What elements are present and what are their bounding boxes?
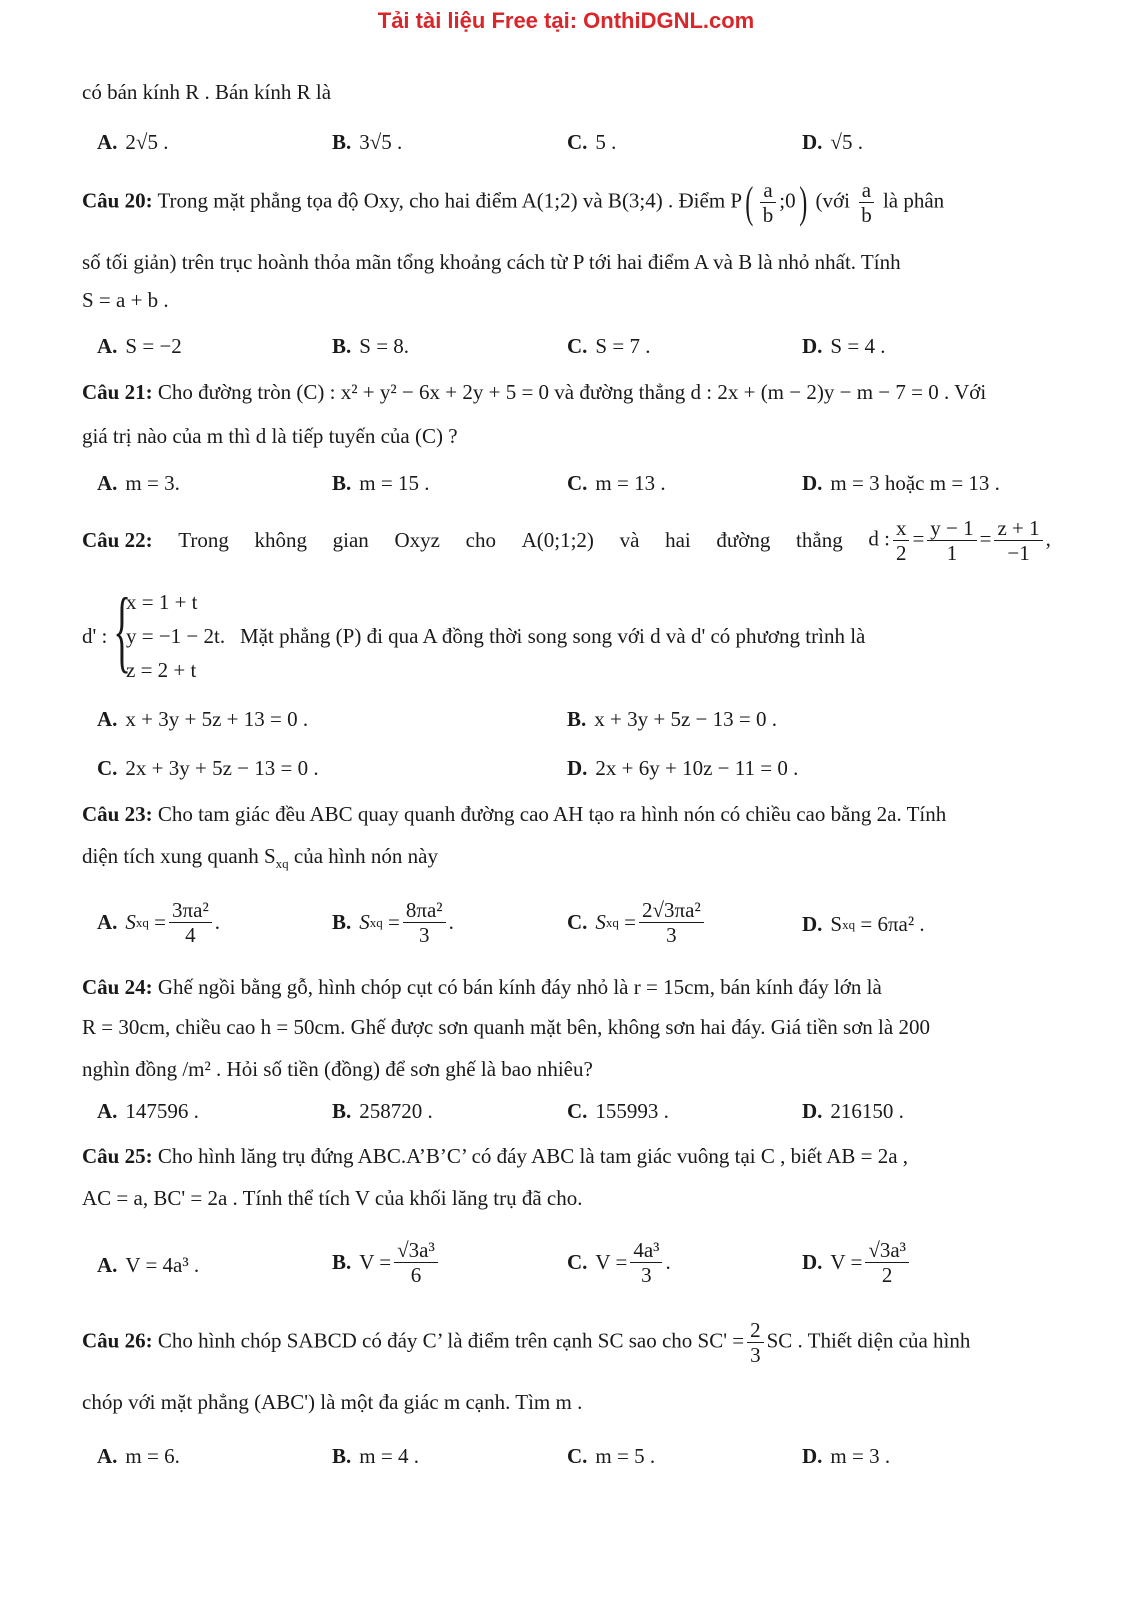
q20-option-b: B. S = 8.	[332, 334, 410, 358]
q26-option-a: A. m = 6.	[97, 1444, 180, 1468]
q26-line1: Câu 26: Cho hình chóp SABCD có đáy C’ là điểm trên cạnh SC sao cho SC' = $\frac{2}{3}$ SC . Thiết diện của hình	[82, 1318, 971, 1368]
q21-option-a: A. m = 3.	[97, 471, 180, 495]
q25-line2: AC = a, BC' = 2a . Tính thể tích V của khối lăng trụ đã cho.	[82, 1186, 583, 1210]
q21-option-b: B. m = 15 .	[332, 471, 430, 495]
q22-sys-1: x = 1 + t	[126, 590, 198, 614]
q23-option-b: B. S xq = $\frac{\text{8πa²}}{3}$ .	[332, 898, 454, 948]
q22-line1: Câu 22: Trong không gian Oxyz cho A(0;1;2) và hai đường thẳng d : $\frac{x}{2}$ = $\frac{y - 1}{1}$ = $\frac{z + 1}{-1}$ ,	[82, 516, 1051, 566]
q24-option-c: C. 155993 .	[567, 1099, 669, 1123]
q25-label: Câu 25:	[82, 1144, 153, 1168]
q22-option-c: C. 2x + 3y + 5z − 13 = 0 .	[97, 756, 319, 780]
q26-option-c: C. m = 5 .	[567, 1444, 656, 1468]
q20-fraction: $\frac{a}{b}$	[760, 178, 777, 227]
q19-tail: có bán kính R . Bán kính R là	[82, 80, 332, 104]
q22-tail: Mặt phẳng (P) đi qua A đồng thời song song với d và d' có phương trình là	[240, 624, 866, 648]
q21-line1: Câu 21: Cho đường tròn (C) : x² + y² − 6x + 2y + 5 = 0 và đường thẳng d : 2x + (m − 2)y − m − 7 = 0 . Với	[82, 380, 987, 404]
q24-option-d: D. 216150 .	[802, 1099, 904, 1123]
q26-option-d: D. m = 3 .	[802, 1444, 891, 1468]
q20-line2: số tối giản) trên trục hoành thỏa mãn tổng khoảng cách từ P tới hai điểm A và B là nhỏ nhất. Tính	[82, 250, 901, 274]
q19-option-d: D. √5 .	[802, 130, 863, 154]
q23-option-d: D. S xq = 6πa² .	[802, 912, 925, 936]
q25-option-d: D. V = $\frac{\text{√3a³}}{2}$	[802, 1238, 912, 1287]
q25-line1: Câu 25: Cho hình lăng trụ đứng ABC.A’B’C’ có đáy ABC là tam giác vuông tại C , biết AB = 2a ,	[82, 1144, 909, 1168]
q22-option-a: A. x + 3y + 5z + 13 = 0 .	[97, 707, 309, 731]
q20-line3: S = a + b .	[82, 288, 169, 312]
q20-line1: Câu 20: Trong mặt phẳng tọa độ Oxy, cho hai điểm A(1;2) và B(3;4) . Điểm P( $\frac{a}{b}$ ;0) (với $\frac{a}{b}$ là phân	[82, 177, 945, 228]
q19-option-b: B. 3√5 .	[332, 130, 403, 154]
q20-option-d: D. S = 4 .	[802, 334, 886, 358]
q23-option-a: A. S xq = $\frac{\text{3πa²}}{4}$ .	[97, 898, 220, 948]
q21-option-d: D. m = 3 hoặc m = 13 .	[802, 471, 1000, 495]
q25-option-b: B. V = $\frac{\text{√3a³}}{6}$	[332, 1238, 441, 1287]
q25-option-c: C. V = $\frac{\text{4a³}}{3}$ .	[567, 1238, 671, 1288]
q20-option-c: C. S = 7 .	[567, 334, 651, 358]
q23-line1: Câu 23: Cho tam giác đều ABC quay quanh đường cao AH tạo ra hình nón có chiều cao bằng 2a. Tính	[82, 802, 947, 826]
q22-dprime-label: d' :	[82, 624, 108, 648]
q25-option-a: A. V = 4a³ .	[97, 1253, 200, 1277]
site-banner[interactable]: Tải tài liệu Free tại: OnthiDGNL.com	[377, 8, 755, 33]
q24-line1: Câu 24: Ghế ngồi bằng gỗ, hình chóp cụt có bán kính đáy nhỏ là r = 15cm, bán kính đáy lớn là	[82, 975, 882, 999]
q22-option-b: B. x + 3y + 5z − 13 = 0 .	[567, 707, 777, 731]
q19-option-c: C. 5 .	[567, 130, 617, 154]
q21-option-c: C. m = 13 .	[567, 471, 666, 495]
q24-option-a: A. 147596 .	[97, 1099, 199, 1123]
q21-line2: giá trị nào của m thì d là tiếp tuyến của (C) ?	[82, 424, 458, 448]
q24-line2: R = 30cm, chiều cao h = 50cm. Ghế được sơn quanh mặt bên, không sơn hai đáy. Giá tiền sơn là 200	[82, 1015, 930, 1039]
q26-option-b: B. m = 4 .	[332, 1444, 419, 1468]
q24-line3: nghìn đồng /m² . Hỏi số tiền (đồng) để sơn ghế là bao nhiêu?	[82, 1057, 593, 1081]
q24-label: Câu 24:	[82, 975, 153, 999]
q22-line-d: d : $\frac{x}{2}$ = $\frac{y - 1}{1}$ = $\frac{z + 1}{-1}$ ,	[868, 516, 1051, 566]
q22-label: Câu 22:	[82, 528, 153, 553]
q26-line2: chóp với mặt phẳng (ABC') là một đa giác m cạnh. Tìm m .	[82, 1390, 583, 1414]
q20-option-a: A. S = −2	[97, 334, 182, 358]
q22-option-d: D. 2x + 6y + 10z − 11 = 0 .	[567, 756, 799, 780]
q26-label: Câu 26:	[82, 1328, 153, 1353]
q22-sys-2: y = −1 − 2t.	[126, 624, 226, 648]
q23-option-c: C. S xq = $\frac{\text{2√3πa²}}{3}$	[567, 898, 707, 947]
q19-option-a: A. 2√5 .	[97, 130, 169, 154]
q23-line2: diện tích xung quanh $S_{xq}$ của hình nón này	[82, 844, 438, 872]
q20-label: Câu 20:	[82, 188, 153, 213]
q21-label: Câu 21:	[82, 380, 153, 404]
q23-label: Câu 23:	[82, 802, 153, 826]
q22-sys-3: z = 2 + t	[126, 658, 197, 682]
q22-system-brace: {	[113, 579, 131, 681]
q24-option-b: B. 258720 .	[332, 1099, 433, 1123]
